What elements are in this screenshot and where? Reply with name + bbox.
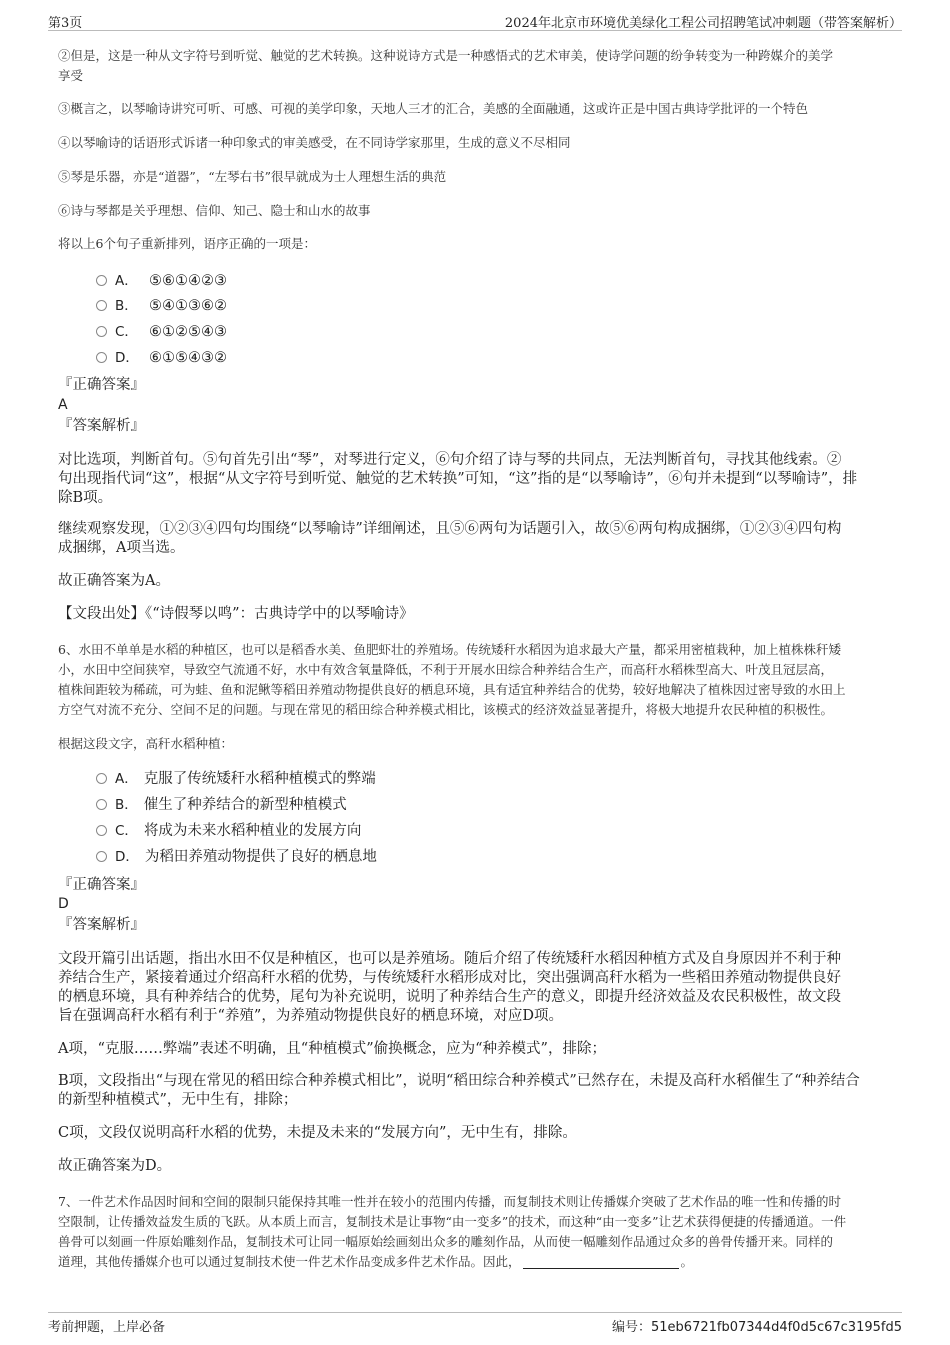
answer-label: 『正确答案』 xyxy=(58,377,145,393)
option-d[interactable]: D． 为稻田养殖动物提供了良好的栖息地 xyxy=(96,846,377,868)
page-footer xyxy=(48,1312,902,1335)
analysis-option-b: B项，文段指出“与现在常见的稻田综合种养模式相比”，说明“稻田综合种养模式”已然存在，未提及高秆水稻催生了“种养结合 xyxy=(58,1073,860,1089)
radio-icon[interactable] xyxy=(96,326,107,337)
analysis-option-c: C项，文段仅说明高秆水稻的优势，未提及未来的“发展方向”，无中生有，排除。 xyxy=(58,1125,577,1141)
option-b[interactable]: B． ⑤④①③⑥② xyxy=(96,295,227,317)
passage-line: 7、一件艺术作品因时间和空间的限制只能保持其唯一性并在较小的范围内传播，而复制技术则让传播媒介突破了艺术作品的唯一性和传播的时 xyxy=(58,1194,841,1209)
analysis-line: 除B项。 xyxy=(58,490,113,506)
option-c[interactable]: C． ⑥①②⑤④③ xyxy=(96,321,227,343)
analysis-conclusion: 故正确答案为D。 xyxy=(58,1158,172,1174)
analysis-label: 『答案解析』 xyxy=(58,917,145,933)
option-a[interactable]: A． 克服了传统矮秆水稻种植模式的弊端 xyxy=(96,768,376,790)
sentence-6: ⑥诗与琴都是关乎理想、信仰、知己、隐士和山水的故事 xyxy=(58,203,371,218)
option-a[interactable]: A． ⑤⑥①④②③ xyxy=(96,270,227,292)
page-number: 第3页 xyxy=(48,16,83,31)
option-b[interactable]: B． 催生了种养结合的新型种植模式 xyxy=(96,794,347,816)
analysis-line: 对比选项，判断首句。⑤句首先引出“琴”，对琴进行定义，⑥句介绍了诗与琴的共同点，无法判断首句，寻找其他线索。② xyxy=(58,452,842,468)
question-prompt: 将以上6个句子重新排列，语序正确的一项是： xyxy=(58,236,316,251)
footer-slogan: 考前押题，上岸必备 xyxy=(48,1320,166,1335)
analysis-option-a: A项，“克服……弊端”表述不明确，且“种植模式”偷换概念，应为“种养模式”，排除； xyxy=(58,1041,606,1057)
answer-value: A xyxy=(58,397,68,413)
passage-line: 6、水田不单单是水稻的种植区，也可以是稻香水美、鱼肥虾壮的养殖场。传统矮秆水稻因为追求最大产量，都采用密植栽种，加上植株株秆矮 xyxy=(58,642,841,657)
sentence-3: ③概言之，以琴喻诗讲究可听、可感、可视的美学印象，天地人三才的汇合，美感的全面融通，这或许正是中国古典诗学批评的一个特色 xyxy=(58,101,809,116)
analysis-line: 旨在强调高秆水稻有利于“养殖”，为养殖动物提供良好的栖息环境，对应D项。 xyxy=(58,1008,563,1024)
radio-icon[interactable] xyxy=(96,352,107,363)
radio-icon[interactable] xyxy=(96,799,107,810)
option-c[interactable]: C． 将成为未来水稻种植业的发展方向 xyxy=(96,820,361,842)
analysis-line: 养结合生产，紧接着通过介绍高秆水稻的优势，与传统矮秆水稻形成对比，突出强调高秆水稻为一些稻田养殖动物提供良好 xyxy=(58,970,841,986)
radio-icon[interactable] xyxy=(96,300,107,311)
document-title: 2024年北京市环境优美绿化工程公司招聘笔试冲刺题（带答案解析） xyxy=(504,16,902,31)
passage-line: 植株间距较为稀疏，可为蛙、鱼和泥鳅等稻田养殖动物提供良好的栖息环境，具有适宜种养结合的优势，较好地解决了植株因过密导致的水田上 xyxy=(58,682,846,697)
analysis-line: 成捆绑，A项当选。 xyxy=(58,540,185,556)
analysis-line: 继续观察发现，①②③④四句均围绕“以琴喻诗”详细阐述，且⑤⑥两句为话题引入，故⑤⑥两句构成捆绑，①②③④四句构 xyxy=(58,521,842,537)
fill-in-blank[interactable] xyxy=(523,1254,679,1269)
sentence-5: ⑤琴是乐器，亦是“道器”，“左琴右书”很早就成为士人理想生活的典范 xyxy=(58,169,447,184)
passage-line-last: 道理，其他传播媒介也可以通过复制技术使一件艺术作品变成多件艺术作品。因此， 。 xyxy=(58,1254,694,1269)
source-citation: 【文段出处】《“诗假琴以鸣”：古典诗学中的以琴喻诗》 xyxy=(58,606,414,622)
radio-icon[interactable] xyxy=(96,825,107,836)
passage-line: 兽骨可以刻画一件原始雕刻作品，复制技术可让同一幅原始绘画刻出众多的雕刻作品，从而使一幅雕刻作品通过众多的兽骨传播开来。同样的 xyxy=(58,1234,834,1249)
document-code: 编号：51eb6721fb07344d4f0d5c67c3195fd5 xyxy=(612,1320,902,1335)
answer-value: D xyxy=(58,896,69,912)
passage-line: 空限制，让传播效益发生质的飞跃。从本质上而言，复制技术是让事物“由一变多”的技术，而这种“由一变多”让艺术获得便捷的传播通道。一件 xyxy=(58,1214,847,1229)
question-prompt: 根据这段文字，高秆水稻种植： xyxy=(58,736,234,751)
passage-line: 小，水田中空间狭窄，导致空气流通不好，水中有效含氧量降低，不利于开展水田综合种养结合生产，而高秆水稻株型高大、叶茂且冠层高， xyxy=(58,662,834,677)
page-header xyxy=(48,10,902,31)
analysis-conclusion: 故正确答案为A。 xyxy=(58,573,170,589)
option-d[interactable]: D． ⑥①⑤④③② xyxy=(96,347,227,369)
radio-icon[interactable] xyxy=(96,773,107,784)
analysis-label: 『答案解析』 xyxy=(58,418,145,434)
sentence-2-cont: 享受 xyxy=(58,68,84,83)
analysis-option-b-cont: 的新型种植模式”，无中生有，排除； xyxy=(58,1092,298,1108)
passage-line: 方空气对流不充分、空间不足的问题。与现在常见的稻田综合种养模式相比，该模式的经济效益显著提升，将极大地提升农民种植的积极性。 xyxy=(58,702,834,717)
answer-label: 『正确答案』 xyxy=(58,877,145,893)
radio-icon[interactable] xyxy=(96,275,107,286)
analysis-line: 的栖息环境，具有种养结合的优势，尾句为补充说明，说明了种养结合生产的意义，即提升经济效益及农民积极性，故文段 xyxy=(58,989,841,1005)
analysis-line: 句出现指代词“这”，根据“从文字符号到听觉、触觉的艺术转换”可知，“这”指的是“以琴喻诗”，⑥句并未提到“以琴喻诗”，排 xyxy=(58,471,858,487)
sentence-2: ②但是，这是一种从文字符号到听觉、触觉的艺术转换。这种说诗方式是一种感悟式的艺术审美，使诗学问题的纷争转变为一种跨媒介的美学 xyxy=(58,48,834,63)
sentence-4: ④以琴喻诗的话语形式诉诸一种印象式的审美感受，在不同诗学家那里，生成的意义不尽相同 xyxy=(58,135,571,150)
analysis-line: 文段开篇引出话题，指出水田不仅是种植区，也可以是养殖场。随后介绍了传统矮秆水稻因种植方式及自身原因并不利于种 xyxy=(58,951,841,967)
radio-icon[interactable] xyxy=(96,851,107,862)
